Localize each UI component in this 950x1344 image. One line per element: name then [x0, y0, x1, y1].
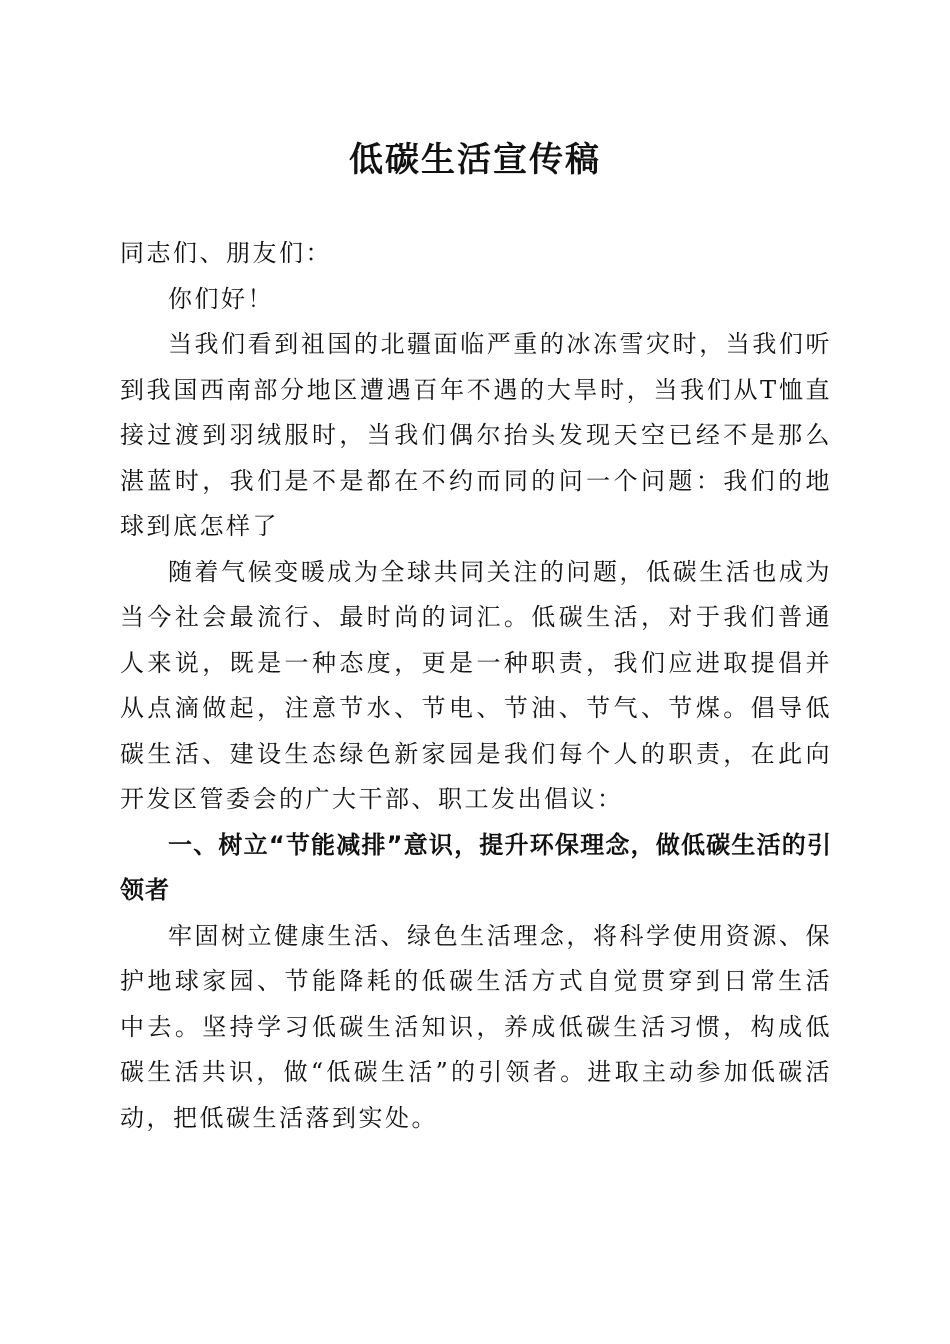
section-heading: 一、树立“节能减排”意识，提升环保理念，做低碳生活的引领者 [120, 830, 832, 904]
document-title: 低碳生活宣传稿 [349, 140, 601, 180]
section-paragraph: 牢固树立健康生活、绿色生活理念，将科学使用资源、保护地球家园、节能降耗的低碳生活方式自觉贯穿到日常生活中去。坚持学习低碳生活知识，养成低碳生活习惯，构成低碳生活共识，做“低碳生活”的引领者。进取主动参加低碳活动，把低碳生活落到实处。 [120, 921, 832, 1132]
paragraph-climate: 随着气候变暖成为全球共同关注的问题，低碳生活也成为当今社会最流行、最时尚的词汇。低碳生活，对于我们普通人来说，既是一种态度，更是一种职责，我们应进取提倡并从点滴做起，注意节水、节电、节油、节气、节煤。倡导低碳生活、建设生态绿色新家园是我们每个人的职责，在此向开发区管委会的广大干部、职工发出倡议： [120, 557, 832, 813]
salutation: 同志们、朋友们： [120, 239, 332, 267]
document-body [120, 231, 832, 1141]
greeting: 你们好！ [168, 284, 274, 313]
paragraph-intro: 当我们看到祖国的北疆面临严重的冰冻雪灾时，当我们听到我国西南部分地区遭遇百年不遇的大旱时，当我们从T恤直接过渡到羽绒服时，当我们偶尔抬头发现天空已经不是那么湛蓝时，我们是不是都在不约而同的问一个问题：我们的地球到底怎样了 [120, 330, 832, 540]
